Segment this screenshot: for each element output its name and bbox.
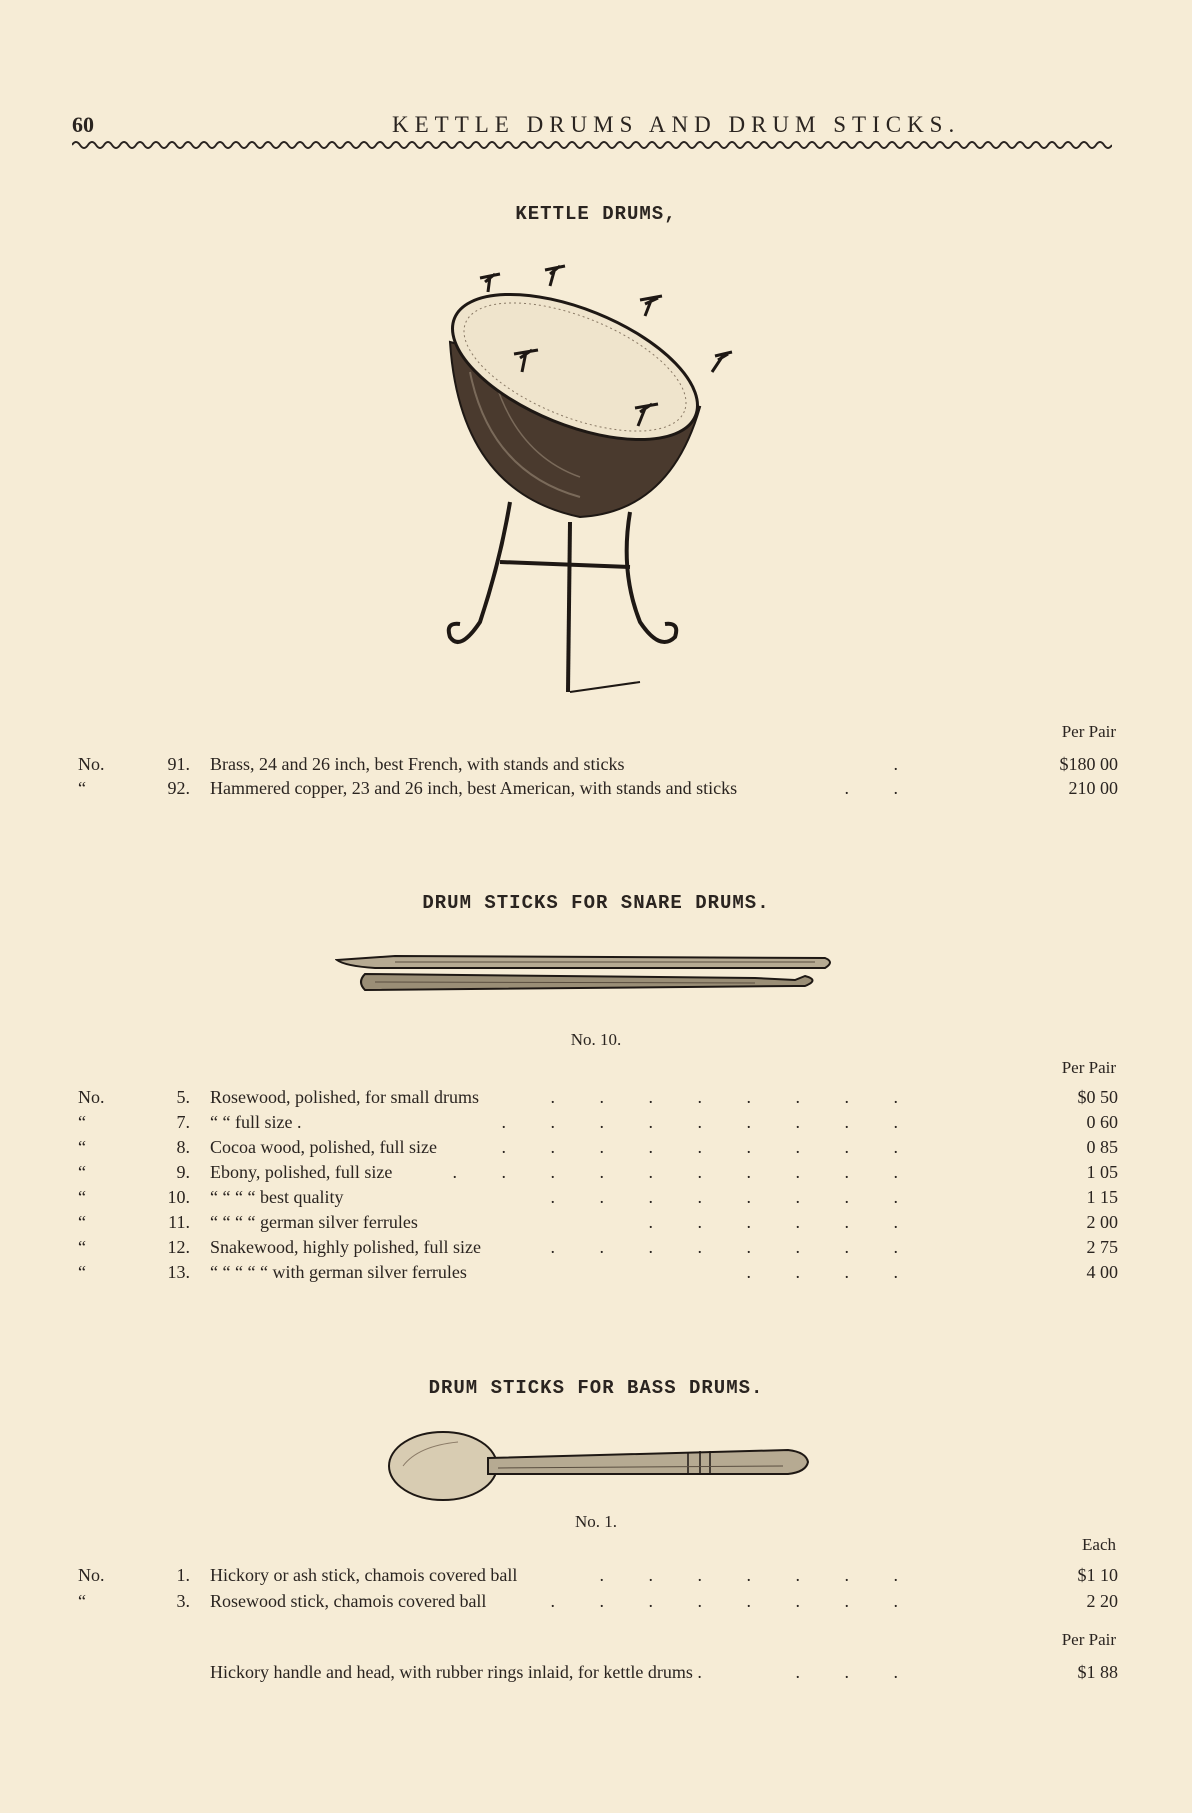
item-description: “ “ “ “ german silver ferrules xyxy=(210,1212,418,1232)
leader-dots: . . . . xyxy=(746,1262,918,1282)
table-row xyxy=(78,752,1118,776)
item-number: 7. xyxy=(176,1112,190,1132)
item-price: 0 60 xyxy=(1086,1112,1118,1132)
item-description: Brass, 24 and 26 inch, best French, with stands and sticks xyxy=(210,754,625,774)
kettle-drums-title: KETTLE DRUMS, xyxy=(515,203,677,225)
item-description: Hickory or ash stick, chamois covered ball xyxy=(210,1565,518,1585)
snare-col-head: Per Pair xyxy=(1061,1058,1116,1077)
leader-dots: . . xyxy=(844,778,918,798)
decorative-rule xyxy=(72,138,1112,152)
item-description: Rosewood stick, chamois covered ball xyxy=(210,1591,487,1611)
item-number: 13. xyxy=(167,1262,190,1282)
snare-sticks-illustration xyxy=(335,950,855,1010)
item-price: 4 00 xyxy=(1086,1262,1118,1282)
row-prefix: “ xyxy=(78,1187,86,1207)
item-number: 1. xyxy=(176,1565,190,1585)
row-prefix: “ xyxy=(78,1591,86,1611)
running-title: KETTLE DRUMS AND DRUM STICKS. xyxy=(392,112,961,137)
leader-dots: . . . . . . . xyxy=(599,1565,918,1585)
bass-caption: No. 1. xyxy=(574,1512,618,1531)
item-number: 91. xyxy=(167,754,190,774)
item-description: Hickory handle and head, with rubber rings inlaid, for kettle drums . xyxy=(210,1662,702,1682)
table-row xyxy=(78,1185,1118,1209)
leader-dots: . . . . . . . . . xyxy=(501,1137,918,1157)
item-price: 210 00 xyxy=(1068,778,1118,798)
table-row xyxy=(78,1110,1118,1134)
item-description: Snakewood, highly polished, full size xyxy=(210,1237,481,1257)
snare-caption: No. 10. xyxy=(570,1030,622,1049)
item-number: 3. xyxy=(176,1591,190,1611)
item-price: $180 00 xyxy=(1059,754,1118,774)
row-prefix: “ xyxy=(78,1212,86,1232)
item-description: Cocoa wood, polished, full size xyxy=(210,1137,437,1157)
bass-sticks-title: DRUM STICKS FOR BASS DRUMS. xyxy=(428,1377,764,1399)
item-number: 5. xyxy=(176,1087,190,1107)
bass-col-head: Each xyxy=(1082,1535,1116,1554)
item-price: 2 00 xyxy=(1086,1212,1118,1232)
row-prefix: “ xyxy=(78,1237,86,1257)
item-price: $1 10 xyxy=(1077,1565,1118,1585)
item-price: 1 15 xyxy=(1086,1187,1118,1207)
item-number: 9. xyxy=(176,1162,190,1182)
table-row xyxy=(78,1085,1118,1109)
item-price: 2 75 xyxy=(1086,1237,1118,1257)
item-number: 10. xyxy=(167,1187,190,1207)
leader-dots: . . . . . . . . xyxy=(550,1187,918,1207)
item-price: 2 20 xyxy=(1086,1591,1118,1611)
table-row xyxy=(78,776,1118,800)
leader-dots: . . . . . . . . xyxy=(550,1591,918,1611)
leader-dots: . xyxy=(893,754,918,774)
table-row xyxy=(78,1135,1118,1159)
item-description: “ “ “ “ best quality xyxy=(210,1187,344,1207)
bass-stick-illustration xyxy=(388,1428,818,1508)
leader-dots: . . . . . . xyxy=(648,1212,918,1232)
table-row xyxy=(78,1235,1118,1259)
row-prefix: “ xyxy=(78,1137,86,1157)
page-number: 60 xyxy=(72,112,94,137)
table-row xyxy=(78,1210,1118,1234)
item-price: 1 05 xyxy=(1086,1162,1118,1182)
table-row xyxy=(78,1260,1118,1284)
row-prefix: “ xyxy=(78,1112,86,1132)
leader-dots: . . . . . . . . xyxy=(550,1237,918,1257)
kettle-sticks-col-head: Per Pair xyxy=(1061,1630,1116,1649)
kettle-drum-illustration xyxy=(440,262,760,712)
item-description: “ “ full size . xyxy=(210,1112,302,1132)
row-prefix: No. xyxy=(78,1565,105,1585)
leader-dots: . . . . . . . . . . xyxy=(452,1162,918,1182)
item-description: Rosewood, polished, for small drums xyxy=(210,1087,479,1107)
item-price: $0 50 xyxy=(1077,1087,1118,1107)
snare-sticks-title: DRUM STICKS FOR SNARE DRUMS. xyxy=(422,892,770,914)
leader-dots: . . . . . . . . xyxy=(550,1087,918,1107)
row-prefix: No. xyxy=(78,754,105,774)
item-description: “ “ “ “ “ with german silver ferrules xyxy=(210,1262,467,1282)
kettle-col-head: Per Pair xyxy=(1061,722,1116,741)
row-prefix: “ xyxy=(78,1262,86,1282)
table-row xyxy=(78,1660,1118,1684)
leader-dots: . . . xyxy=(795,1662,918,1682)
row-prefix: No. xyxy=(78,1087,105,1107)
item-description: Hammered copper, 23 and 26 inch, best American, with stands and sticks xyxy=(210,778,738,798)
item-number: 12. xyxy=(167,1237,190,1257)
leader-dots: . . . . . . . . . xyxy=(501,1112,918,1132)
row-prefix: “ xyxy=(78,1162,86,1182)
table-row xyxy=(78,1589,1118,1613)
item-number: 8. xyxy=(176,1137,190,1157)
table-row xyxy=(78,1160,1118,1184)
item-description: Ebony, polished, full size xyxy=(210,1162,393,1182)
item-number: 92. xyxy=(167,778,190,798)
item-price: $1 88 xyxy=(1077,1662,1118,1682)
item-price: 0 85 xyxy=(1086,1137,1118,1157)
item-number: 11. xyxy=(168,1212,190,1232)
table-row xyxy=(78,1563,1118,1587)
row-prefix: “ xyxy=(78,778,86,798)
